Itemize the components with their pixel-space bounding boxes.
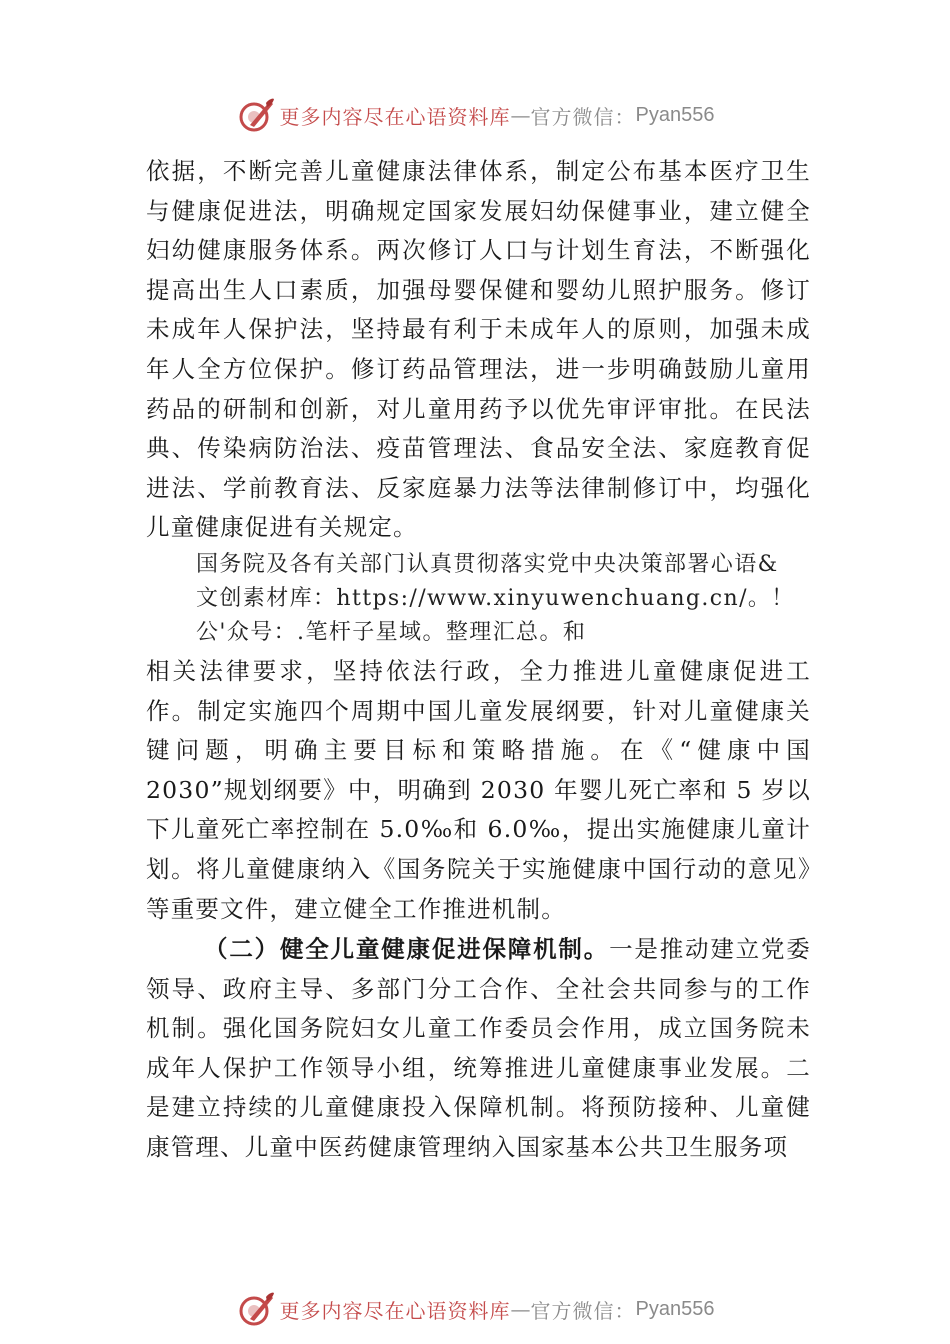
section-heading: （二）健全儿童健康促进保障机制。 (204, 935, 610, 963)
paragraph-legal-requirements: 相关法律要求，坚持依法行政，全力推进儿童健康促进工作。制定实施四个周期中国儿童发展纲要，针对儿童健康关键问题，明确主要目标和策略措施。在《“健康中国 2030”规划纲要》中，明确到 2030 年婴儿死亡率和 5 岁以下儿童死亡率控制在 5.0‰和 6.0‰，提出实施健康儿童计划。将儿童健康纳入《国务院关于实施健康中国行动的意见》等重要文件，建立健全工作推进机制。 (146, 657, 811, 923)
banner-dash: — (510, 1297, 531, 1321)
quill-seal-icon (236, 1289, 276, 1329)
banner-title: 更多内容尽在心语资料库 (279, 104, 511, 129)
section-body: 一是推动建立党委领导、政府主导、多部门分工合作、全社会共同参与的工作机制。强化国务院妇女儿童工作委员会作用，成立国务院未成年人保护工作领导小组，统筹推进儿童健康事业发展。二是建立持续的儿童健康投入保障机制。将预防接种、儿童健康管理、儿童中医药健康管理纳入国家基本公共卫生服务项 (146, 935, 811, 1161)
banner-wechat-id: Pyan556 (635, 103, 715, 126)
banner-wechat-id: Pyan556 (635, 1297, 715, 1320)
banner-dash: — (510, 103, 531, 127)
note-line: 国务院及各有关部门认真贯彻落实党中央决策部署心语& (196, 552, 779, 577)
note-line: 文创素材库：https://www.xinyuwenchuang.cn/。！ (196, 586, 795, 611)
note-line: 公'众号：.笔杆子星域。整理汇总。和 (196, 620, 587, 645)
header-banner (0, 92, 950, 138)
banner-title: 更多内容尽在心语资料库 (279, 1298, 511, 1323)
footer-banner (0, 1286, 950, 1332)
watermark-note (196, 548, 836, 650)
quill-seal-icon (236, 95, 276, 135)
paragraph-legal-system: 依据，不断完善儿童健康法律体系，制定公布基本医疗卫生与健康促进法，明确规定国家发展妇幼保健事业，建立健全妇幼健康服务体系。两次修订人口与计划生育法，不断强化提高出生人口素质，加强母婴保健和婴幼儿照护服务。修订未成年人保护法，坚持最有利于未成年人的原则，加强未成年人全方位保护。修订药品管理法，进一步明确鼓励儿童用药品的研制和创新，对儿童用药予以优先审评审批。在民法典、传染病防治法、疫苗管理法、食品安全法、家庭教育促进法、学前教育法、反家庭暴力法等法律制修订中，均强化儿童健康促进有关规定。 (146, 157, 811, 542)
paragraph-guarantee-mechanism (146, 930, 811, 1168)
banner-wechat-label: 官方微信： (530, 104, 636, 129)
banner-wechat-label: 官方微信： (530, 1298, 636, 1323)
